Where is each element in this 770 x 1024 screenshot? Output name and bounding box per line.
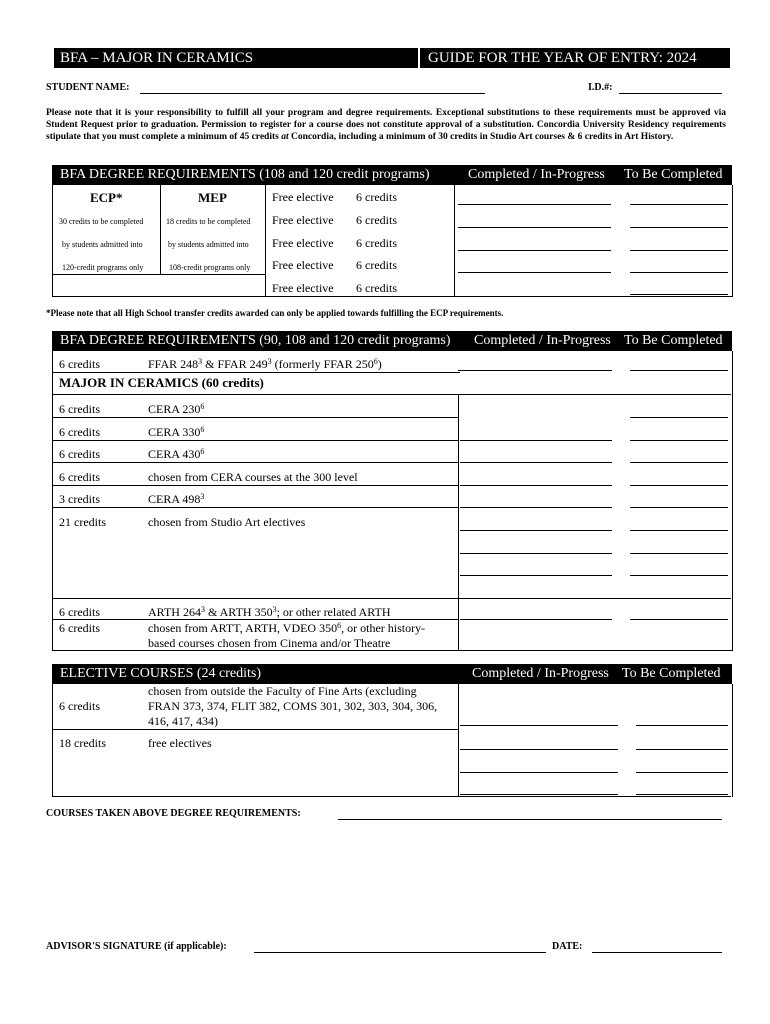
student-name-field[interactable] bbox=[140, 93, 485, 94]
course-name: chosen from Studio Art electives bbox=[148, 515, 306, 529]
elective-desc: chosen from outside the Faculty of Fine Arts (excluding bbox=[148, 684, 417, 698]
course-credits: 3 credits bbox=[59, 492, 100, 506]
completed-field[interactable] bbox=[458, 227, 611, 228]
section1-divider-c bbox=[454, 185, 455, 297]
header-divider bbox=[418, 48, 420, 68]
tobe-field[interactable] bbox=[630, 370, 728, 371]
section3-header bbox=[52, 664, 732, 684]
credits: 6 credits bbox=[356, 258, 397, 272]
tobe-field[interactable] bbox=[630, 619, 728, 620]
completed-field[interactable] bbox=[460, 749, 618, 750]
section2-col-completed: Completed / In-Progress bbox=[474, 333, 611, 348]
ecp-note: 30 credits to be completed bbox=[59, 217, 144, 226]
completed-field[interactable] bbox=[460, 507, 612, 508]
completed-field[interactable] bbox=[460, 575, 612, 576]
free-elective: Free elective bbox=[272, 190, 334, 204]
arth-course: ARTH $264^3$ & ARTH $350^3$; or other related ARTH bbox=[148, 605, 391, 619]
tobe-field[interactable] bbox=[630, 272, 728, 273]
arth-course-line2: based courses chosen from Cinema and/or Theatre bbox=[148, 636, 391, 650]
course-credits: 6 credits bbox=[59, 402, 100, 416]
notice-text: Please note that it is your responsibility to fulfill all your program and degree requirements. Exceptional substitutions to these requirements must be approved via Student Request prior to graduation. Permission to register for a course does not constitute approval of a substitution. Concordia University Residency requirements stipulate that you must complete a minimum of 45 credits at Concordia, including a minimum of 30 credits in Studio Art courses & 6 credits in Art History. bbox=[46, 108, 726, 142]
completed-field[interactable] bbox=[460, 619, 612, 620]
mep-label: MEP bbox=[198, 190, 227, 205]
row-divider bbox=[52, 485, 458, 486]
row-divider bbox=[52, 507, 458, 508]
advisor-signature-label: ADVISOR'S SIGNATURE (if applicable): bbox=[46, 941, 227, 952]
section1-title: BFA DEGREE REQUIREMENTS (108 and 120 credit programs) bbox=[60, 167, 430, 182]
completed-field[interactable] bbox=[460, 462, 612, 463]
tobe-field[interactable] bbox=[636, 772, 728, 773]
ecp-note: by students admitted into bbox=[62, 240, 143, 249]
ffar-credits: 6 credits bbox=[59, 357, 100, 371]
tobe-field[interactable] bbox=[630, 553, 728, 554]
credits: 6 credits bbox=[356, 213, 397, 227]
tobe-field[interactable] bbox=[630, 250, 728, 251]
free-elective: Free elective bbox=[272, 258, 334, 272]
tobe-field[interactable] bbox=[630, 440, 728, 441]
elective-credits: 6 credits bbox=[59, 699, 100, 713]
elective-desc: free electives bbox=[148, 736, 212, 750]
elective-desc: 416, 417, 434) bbox=[148, 714, 218, 728]
elective-credits: 18 credits bbox=[59, 736, 106, 750]
tobe-field[interactable] bbox=[630, 462, 728, 463]
course-name: CERA $430^6$ bbox=[148, 447, 205, 461]
row-divider bbox=[52, 440, 458, 441]
tobe-field[interactable] bbox=[636, 794, 728, 795]
completed-field[interactable] bbox=[460, 772, 618, 773]
section1-divider-a bbox=[160, 185, 161, 275]
program-title: BFA – MAJOR IN CERAMICS bbox=[60, 50, 254, 66]
tobe-field[interactable] bbox=[636, 725, 728, 726]
mep-note: 108-credit programs only bbox=[169, 263, 251, 272]
tobe-field[interactable] bbox=[630, 227, 728, 228]
section1-col-tobe: To Be Completed bbox=[624, 167, 723, 182]
course-credits: 21 credits bbox=[59, 515, 106, 529]
course-name: CERA $498^3$ bbox=[148, 492, 205, 506]
ecp-note: 120-credit programs only bbox=[62, 263, 144, 272]
header-bar bbox=[54, 48, 730, 68]
row-divider bbox=[52, 462, 458, 463]
section3-col-tobe: To Be Completed bbox=[622, 666, 721, 681]
date-field[interactable] bbox=[592, 952, 722, 953]
completed-field[interactable] bbox=[458, 272, 611, 273]
arth-credits: 6 credits bbox=[59, 621, 100, 635]
credits: 6 credits bbox=[356, 236, 397, 250]
completed-field[interactable] bbox=[460, 530, 612, 531]
free-elective: Free elective bbox=[272, 213, 334, 227]
course-credits: 6 credits bbox=[59, 470, 100, 484]
tobe-field[interactable] bbox=[630, 485, 728, 486]
section1-line-bottom bbox=[52, 296, 732, 297]
major-title: MAJOR IN CERAMICS (60 credits) bbox=[59, 375, 264, 390]
course-credits: 6 credits bbox=[59, 425, 100, 439]
id-label: I.D.#: bbox=[588, 82, 613, 93]
course-credits: 6 credits bbox=[59, 447, 100, 461]
tobe-field[interactable] bbox=[630, 204, 728, 205]
completed-field[interactable] bbox=[458, 250, 611, 251]
row-divider bbox=[52, 372, 460, 373]
id-field[interactable] bbox=[619, 93, 722, 94]
course-name: CERA $230^6$ bbox=[148, 402, 205, 416]
completed-field[interactable] bbox=[460, 553, 612, 554]
section3-title: ELECTIVE COURSES (24 credits) bbox=[60, 666, 262, 681]
section2-header bbox=[52, 331, 732, 351]
section3-divider bbox=[458, 684, 459, 797]
ffar-course: FFAR $248^3$ & FFAR $249^3$ (formerly FFAR $250^6$) bbox=[148, 357, 382, 371]
completed-field[interactable] bbox=[460, 794, 618, 795]
arth-credits: 6 credits bbox=[59, 605, 100, 619]
course-name: CERA $330^6$ bbox=[148, 425, 205, 439]
mep-note: 18 credits to be completed bbox=[166, 217, 251, 226]
date-label: DATE: bbox=[552, 941, 583, 952]
completed-field[interactable] bbox=[458, 370, 612, 371]
ecp-label: ECP* bbox=[90, 190, 123, 205]
row-divider bbox=[52, 619, 458, 620]
credits: 6 credits bbox=[356, 190, 397, 204]
section1-divider-b bbox=[265, 185, 266, 297]
student-name-label: STUDENT NAME: bbox=[46, 82, 130, 93]
section2-title: BFA DEGREE REQUIREMENTS (90, 108 and 120 credit programs) bbox=[60, 333, 451, 348]
row-divider bbox=[52, 729, 458, 730]
tobe-field[interactable] bbox=[636, 749, 728, 750]
completed-field[interactable] bbox=[458, 204, 611, 205]
ecp-footnote: *Please note that all High School transfer credits awarded can only be applied towards fulfilling the ECP requirements. bbox=[46, 308, 504, 318]
advisor-signature-field[interactable] bbox=[254, 952, 546, 953]
row-divider bbox=[52, 598, 731, 599]
completed-field[interactable] bbox=[460, 440, 612, 441]
section1-line-bottom-left bbox=[52, 274, 266, 275]
section2-divider bbox=[458, 394, 459, 650]
guide-year: GUIDE FOR THE YEAR OF ENTRY: 2024 bbox=[428, 50, 697, 66]
mep-note: by students admitted into bbox=[168, 240, 249, 249]
completed-field[interactable] bbox=[460, 485, 612, 486]
row-divider bbox=[52, 394, 731, 395]
tobe-field[interactable] bbox=[630, 575, 728, 576]
section3-bottom bbox=[52, 796, 731, 797]
section2-col-tobe: To Be Completed bbox=[624, 333, 723, 348]
course-name: chosen from CERA courses at the 300 level bbox=[148, 470, 358, 484]
section1-col-completed: Completed / In-Progress bbox=[468, 167, 605, 182]
tobe-field[interactable] bbox=[630, 417, 728, 418]
courses-above-field[interactable] bbox=[338, 819, 722, 820]
completed-field[interactable] bbox=[460, 725, 618, 726]
tobe-field[interactable] bbox=[630, 294, 728, 295]
row-divider bbox=[52, 417, 458, 418]
free-elective: Free elective bbox=[272, 236, 334, 250]
courses-above-label: COURSES TAKEN ABOVE DEGREE REQUIREMENTS: bbox=[46, 808, 301, 819]
arth-course: chosen from ARTT, ARTH, VDEO $350^6$, or other history- bbox=[148, 621, 426, 635]
elective-desc: FRAN 373, 374, FLIT 382, COMS 301, 302, 303, 304, 306, bbox=[148, 699, 438, 713]
tobe-field[interactable] bbox=[630, 530, 728, 531]
section3-col-completed: Completed / In-Progress bbox=[472, 666, 609, 681]
section1-header bbox=[52, 165, 732, 185]
free-elective: Free elective bbox=[272, 281, 334, 295]
credits: 6 credits bbox=[356, 281, 397, 295]
tobe-field[interactable] bbox=[630, 507, 728, 508]
